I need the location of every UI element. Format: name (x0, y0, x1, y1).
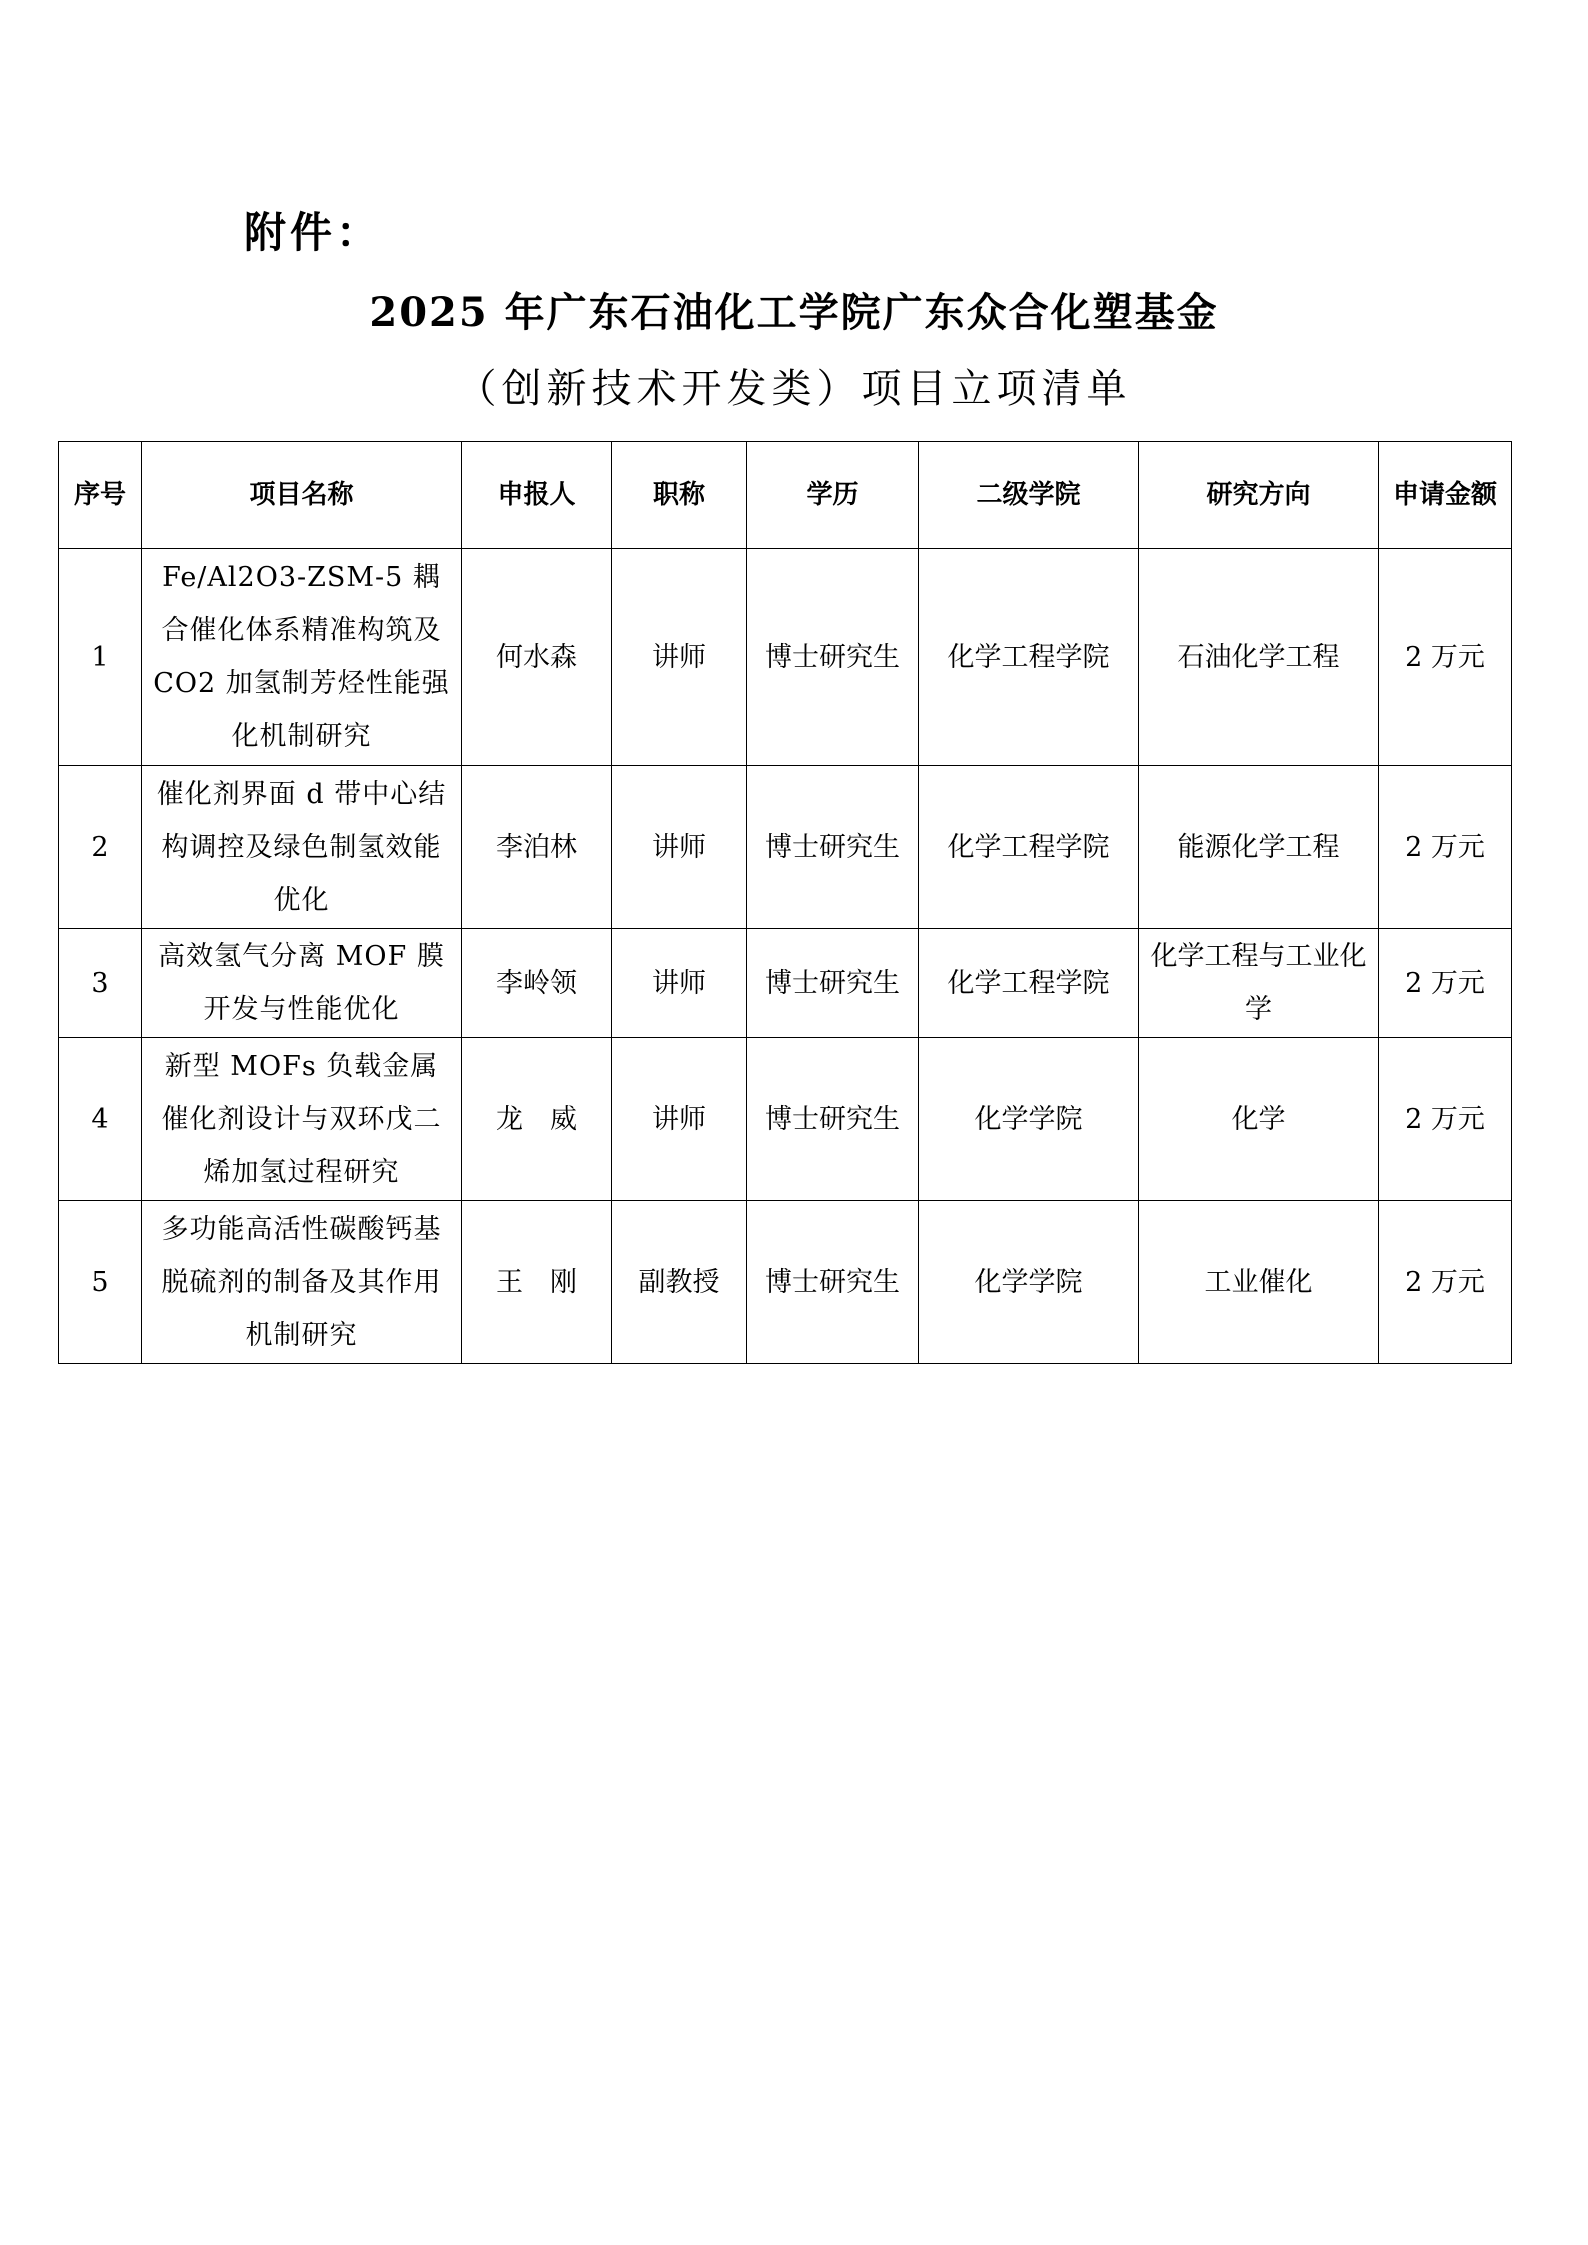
cell-college: 化学工程学院 (919, 929, 1139, 1038)
cell-research-direction: 石油化学工程 (1139, 549, 1379, 766)
cell-education: 博士研究生 (747, 549, 919, 766)
cell-serial-number: 5 (59, 1201, 142, 1364)
cell-applicant: 李岭领 (462, 929, 612, 1038)
header-college: 二级学院 (919, 442, 1139, 549)
cell-job-title: 讲师 (612, 549, 747, 766)
cell-job-title: 副教授 (612, 1201, 747, 1364)
cell-job-title: 讲师 (612, 929, 747, 1038)
cell-amount: 2 万元 (1379, 549, 1512, 766)
cell-research-direction: 化学工程与工业化学 (1139, 929, 1379, 1038)
cell-college: 化学学院 (919, 1038, 1139, 1201)
cell-applicant: 何水森 (462, 549, 612, 766)
cell-project-name: 多功能高活性碳酸钙基脱硫剂的制备及其作用机制研究 (142, 1201, 462, 1364)
table-row (59, 766, 1512, 929)
header-serial-number: 序号 (59, 442, 142, 549)
header-applicant: 申报人 (462, 442, 612, 549)
cell-education: 博士研究生 (747, 1038, 919, 1201)
cell-applicant: 王 刚 (462, 1201, 612, 1364)
header-research-direction: 研究方向 (1139, 442, 1379, 549)
document-title: 2025 年广东石油化工学院广东众合化塑基金 (369, 289, 1219, 336)
header-project-name: 项目名称 (142, 442, 462, 549)
table-row (59, 549, 1512, 766)
cell-research-direction: 工业催化 (1139, 1201, 1379, 1364)
table-row (59, 1201, 1512, 1364)
cell-education: 博士研究生 (747, 1201, 919, 1364)
table-row (59, 929, 1512, 1038)
cell-serial-number: 2 (59, 766, 142, 929)
table-header-row (59, 442, 1512, 549)
cell-project-name: Fe/Al2O3-ZSM-5 耦合催化体系精准构筑及CO2 加氢制芳烃性能强化机制研究 (142, 549, 462, 766)
cell-college: 化学工程学院 (919, 549, 1139, 766)
cell-education: 博士研究生 (747, 766, 919, 929)
cell-serial-number: 1 (59, 549, 142, 766)
cell-serial-number: 3 (59, 929, 142, 1038)
cell-job-title: 讲师 (612, 1038, 747, 1201)
cell-project-name: 催化剂界面 d 带中心结构调控及绿色制氢效能优化 (142, 766, 462, 929)
cell-job-title: 讲师 (612, 766, 747, 929)
cell-research-direction: 化学 (1139, 1038, 1379, 1201)
cell-research-direction: 能源化学工程 (1139, 766, 1379, 929)
cell-serial-number: 4 (59, 1038, 142, 1201)
table-row (59, 1038, 1512, 1201)
cell-amount: 2 万元 (1379, 766, 1512, 929)
cell-project-name: 高效氢气分离 MOF 膜开发与性能优化 (142, 929, 462, 1038)
cell-education: 博士研究生 (747, 929, 919, 1038)
header-job-title: 职称 (612, 442, 747, 549)
attachment-label: 附件： (244, 208, 383, 257)
cell-applicant: 李泊林 (462, 766, 612, 929)
document-subtitle: （创新技术开发类）项目立项清单 (456, 366, 1132, 412)
cell-applicant: 龙 威 (462, 1038, 612, 1201)
cell-college: 化学学院 (919, 1201, 1139, 1364)
cell-amount: 2 万元 (1379, 1038, 1512, 1201)
cell-amount: 2 万元 (1379, 1201, 1512, 1364)
cell-college: 化学工程学院 (919, 766, 1139, 929)
header-amount: 申请金额 (1379, 442, 1512, 549)
project-list-table (58, 441, 1512, 1364)
cell-project-name: 新型 MOFs 负载金属催化剂设计与双环戊二烯加氢过程研究 (142, 1038, 462, 1201)
cell-amount: 2 万元 (1379, 929, 1512, 1038)
header-education: 学历 (747, 442, 919, 549)
